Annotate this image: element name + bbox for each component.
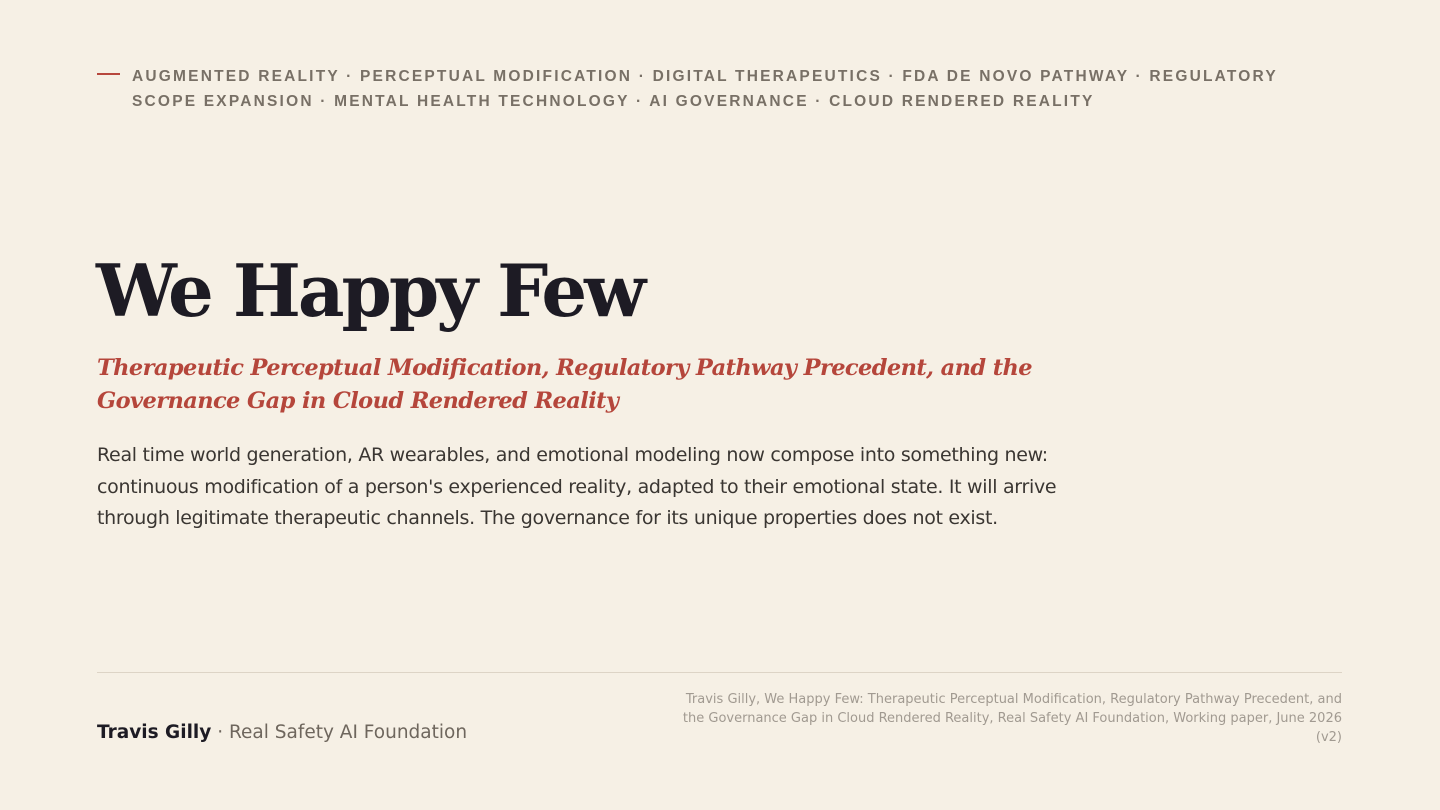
lede-paragraph: Real time world generation, AR wearables, and emotional modeling now compose into something new: continuous modification of a person's experienced reality, adapted to their emotional state. It will arrive through legitimate therapeutic channels. The governance for its unique properties does not exist. [97, 444, 1057, 529]
author-name: Travis Gilly [97, 722, 212, 743]
page-subtitle: Therapeutic Perceptual Modification, Regulatory Pathway Precedent, and the Governance Gap in Cloud Rendered Reality [97, 355, 1032, 414]
citation-text: Travis Gilly, We Happy Few: Therapeutic Perceptual Modification, Regulatory Pathway Precedent, and the Governance Gap in Cloud Rendered Reality, Real Safety AI Foundation, Working paper, June 2026 (v2) [682, 692, 1342, 745]
byline-separator: · [211, 722, 229, 743]
keyword-list [97, 64, 1347, 114]
keywords-text: AUGMENTED REALITY · PERCEPTUAL MODIFICATION · DIGITAL THERAPEUTICS · FDA DE NOVO PATHWAY · REGULATORY SCOPE EXPANSION · MENTAL HEALTH TECHNOLOGY · AI GOVERNANCE · CLOUD RENDERED REALITY [132, 68, 1278, 110]
page-title: We Happy Few [96, 248, 644, 333]
byline [97, 720, 467, 746]
organization-name: Real Safety AI Foundation [228, 722, 468, 743]
footer-divider [97, 672, 1342, 673]
accent-dash [97, 73, 120, 75]
